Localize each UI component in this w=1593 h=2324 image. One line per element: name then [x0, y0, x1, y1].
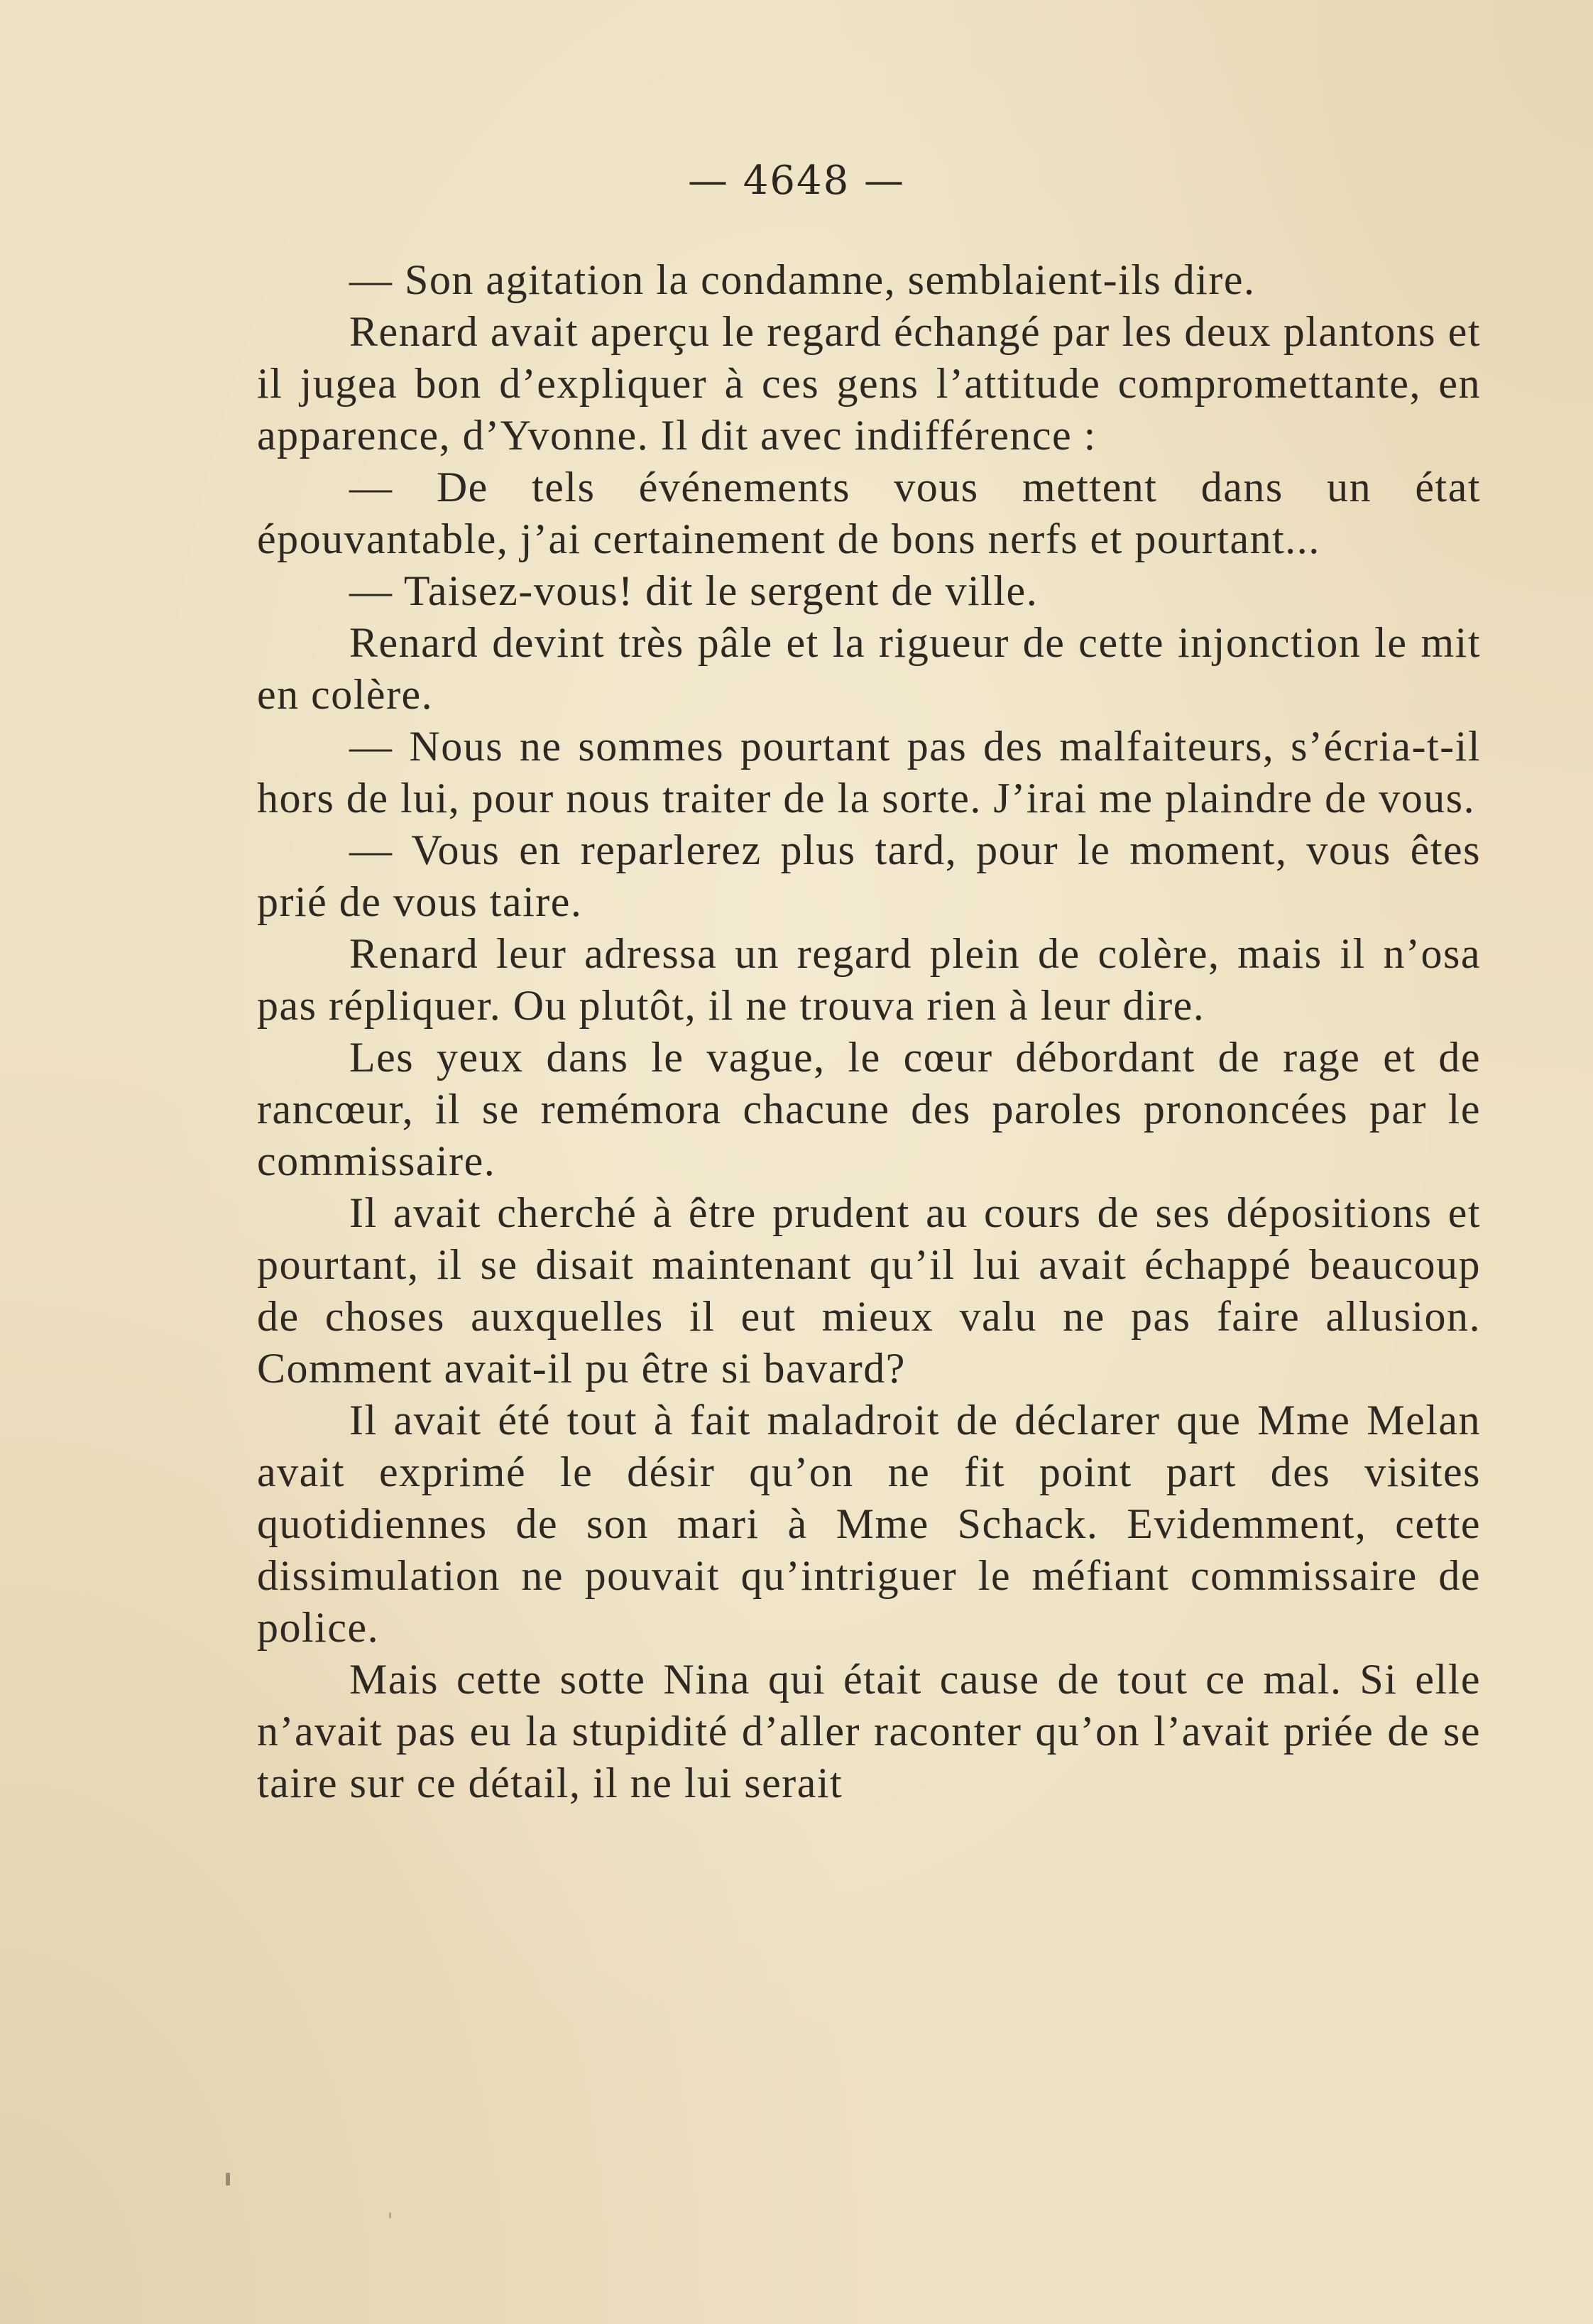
paragraph-8: Renard leur adressa un regard plein de colère, mais il n’osa pas répliquer. Ou plutôt, il ne trouva rien à leur dire.	[257, 930, 1481, 1029]
paragraph-5: Renard devint très pâle et la rigueur de cette injonction le mit en colère.	[257, 619, 1481, 718]
ink-speck-small	[389, 2213, 391, 2218]
paragraph-10: Il avait cherché à être prudent au cours de ses dépositions et pourtant, il se disait maintenant qu’il lui avait échappé beaucoup de choses auxquelles il eut mieux valu ne pas faire allusion. Comment avait-il pu être si bavard?	[257, 1189, 1481, 1392]
paragraph-3: — De tels événements vous mettent dans un état épouvantable, j’ai certainement de bons nerfs et pourtant...	[257, 464, 1481, 562]
paragraph-12: Mais cette sotte Nina qui était cause de tout ce mal. Si elle n’avait pas eu la stupidité d’aller raconter qu’on l’avait priée de se taire sur ce détail, il ne lui serait	[257, 1656, 1481, 1806]
paragraph-2: Renard avait aperçu le regard échangé par les deux plantons et il jugea bon d’expliquer à ces gens l’attitude compromettante, en apparence, d’Yvonne. Il dit avec indifférence :	[257, 308, 1481, 459]
paragraph-1: — Son agitation la condamne, semblaient-ils dire.	[349, 256, 1256, 303]
paragraph-11: Il avait été tout à fait maladroit de déclarer que Mme Melan avait exprimé le désir qu’on ne fit point part des visites quotidiennes de son mari à Mme Schack. Evidemment, cette dissimulation ne pouvait qu’intriguer le méfiant commissaire de police.	[257, 1397, 1481, 1651]
paragraph-6: — Nous ne sommes pourtant pas des malfaiteurs, s’écria-t-il hors de lui, pour nous traiter de la sorte. J’irai me plaindre de vous.	[257, 723, 1481, 822]
paragraph-4: — Taisez-vous! dit le sergent de ville.	[349, 567, 1039, 614]
body-text	[257, 254, 1481, 1809]
ink-speck	[226, 2173, 230, 2186]
paragraph-7: — Vous en reparlerez plus tard, pour le moment, vous êtes prié de vous taire.	[257, 827, 1481, 925]
page-number: — 4648 —	[687, 158, 906, 204]
paragraph-9: Les yeux dans le vague, le cœur débordant de rage et de rancœur, il se remémora chacune des paroles prononcées par le commissaire.	[257, 1034, 1481, 1184]
